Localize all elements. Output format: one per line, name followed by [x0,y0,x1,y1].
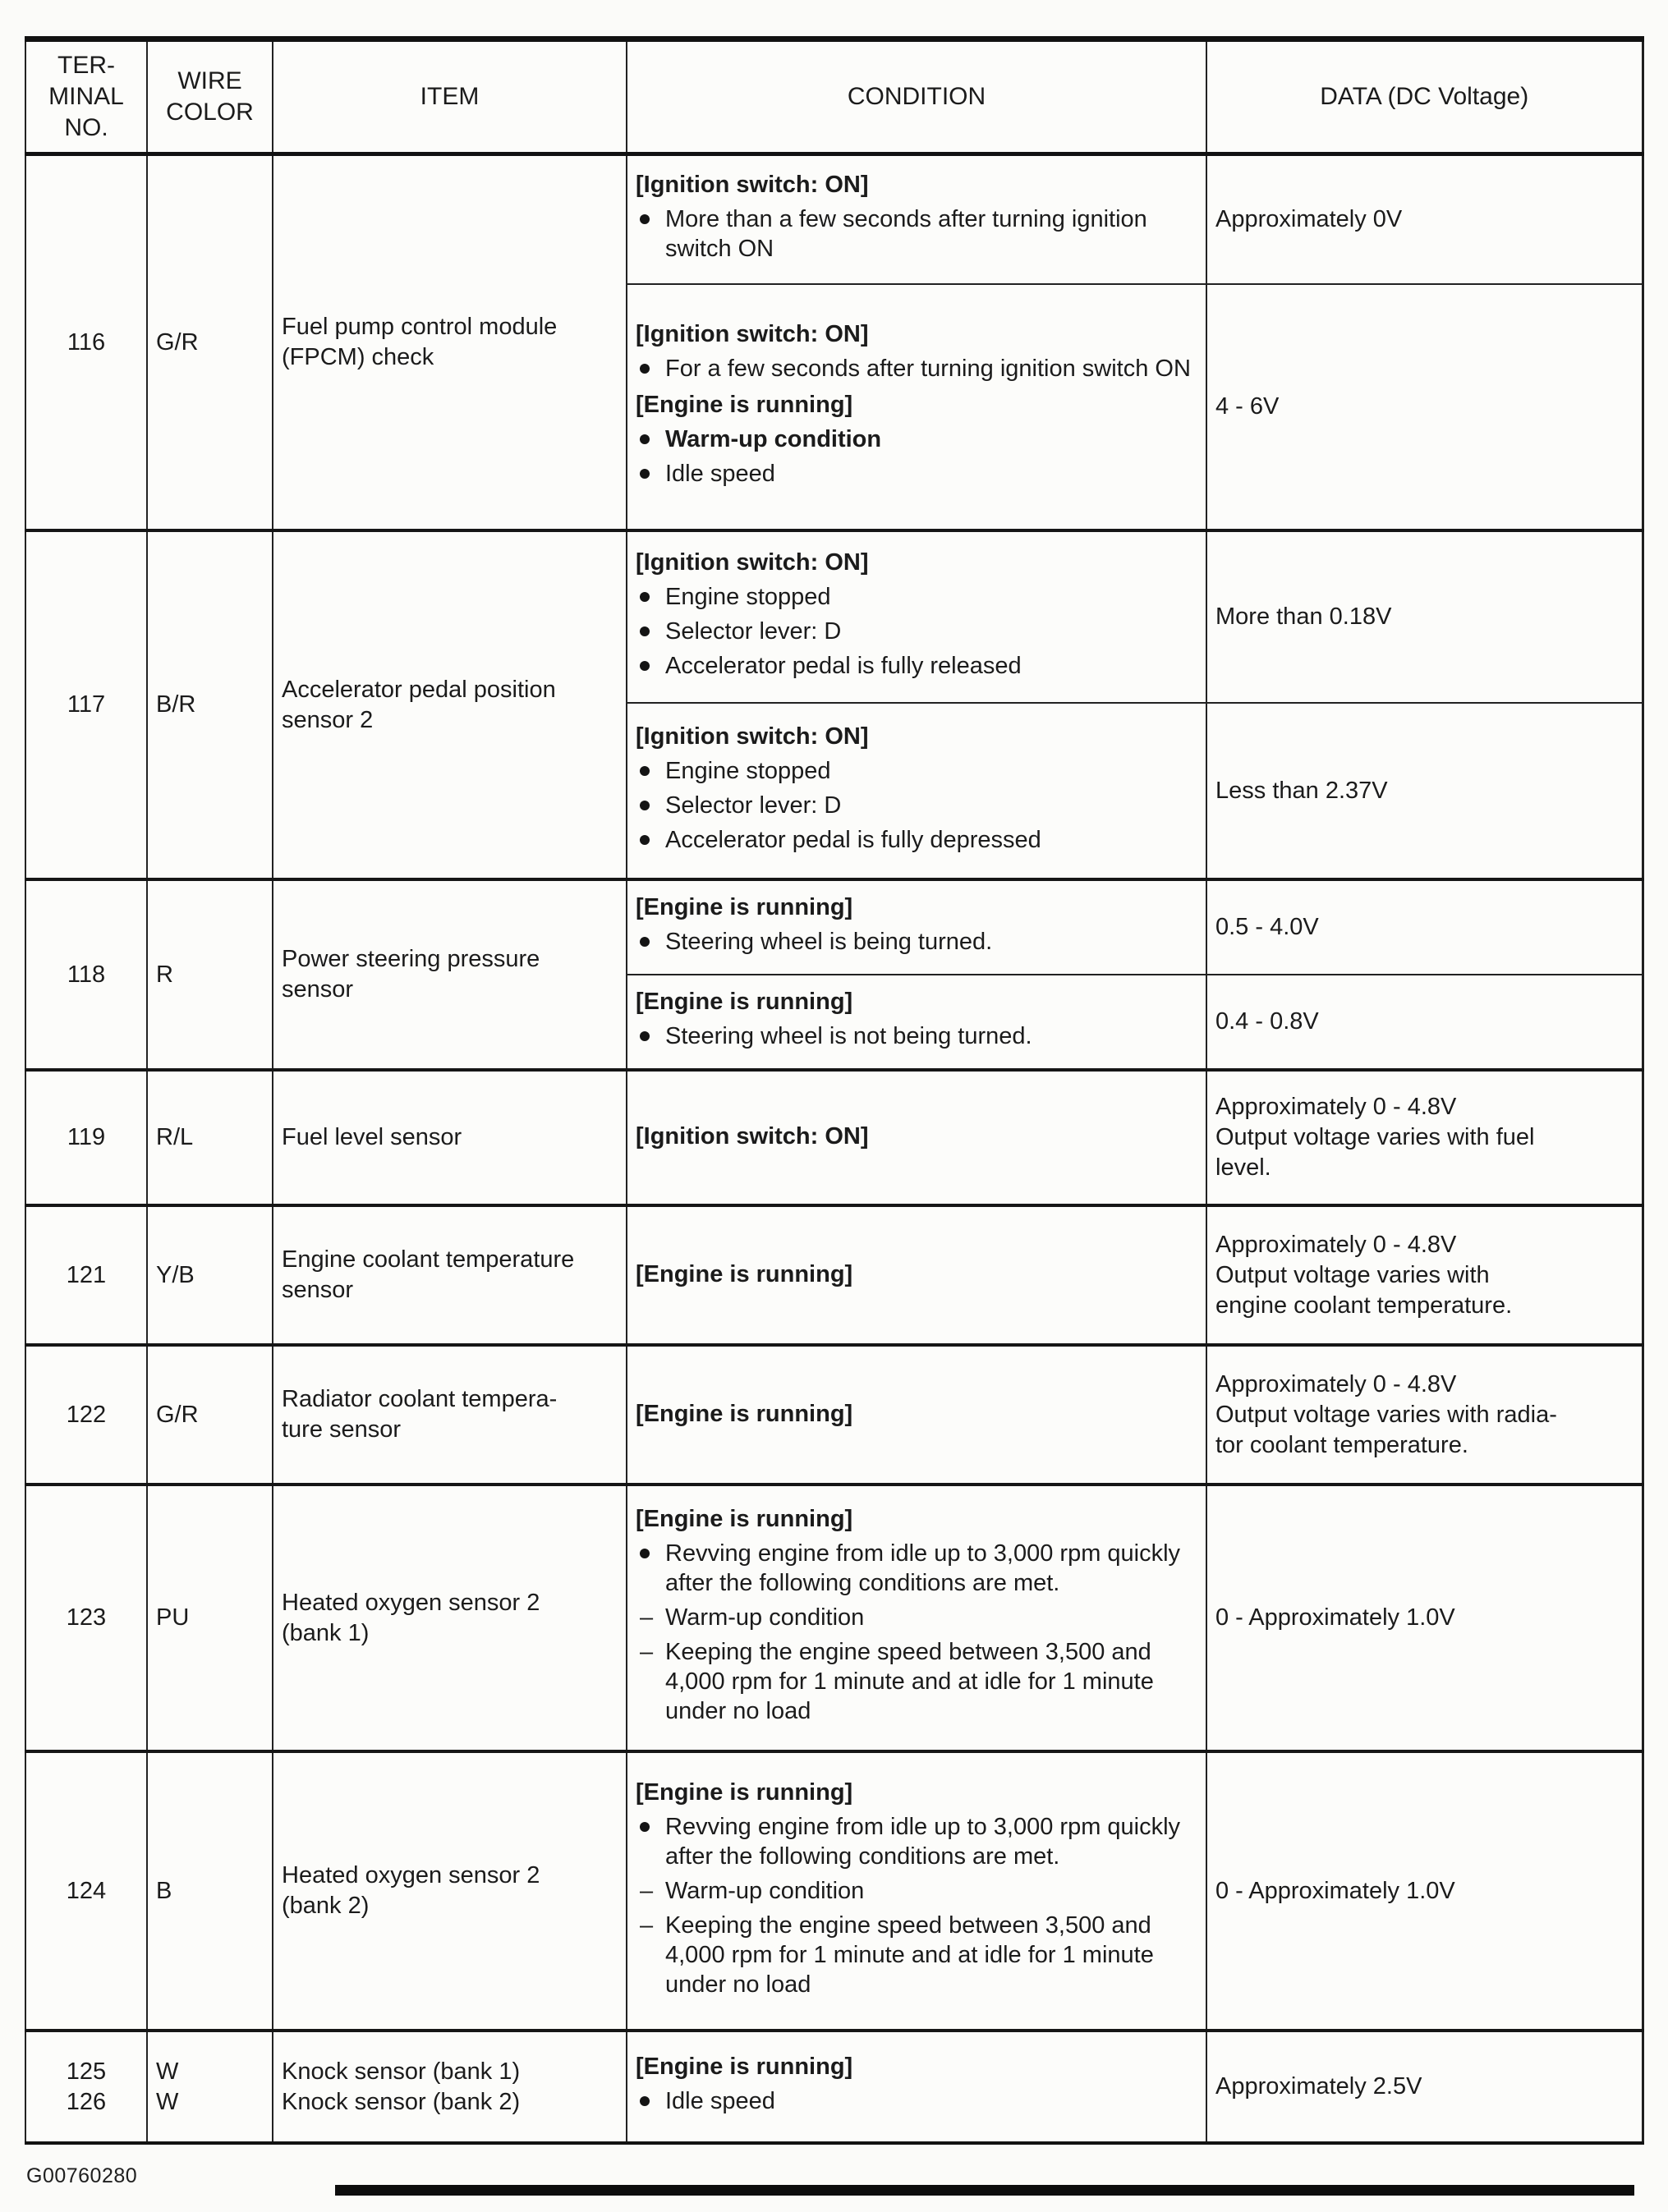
data-value-cell-line: Approximately 2.5V [1215,2073,1422,2100]
wire-color-cell-line: B/R [156,691,196,718]
data-value-cell-line: 0.4 - 0.8V [1215,1008,1319,1035]
bullet-marker [636,2086,665,2106]
item-cell-line: Power steering pressure [282,946,540,972]
table-row [25,530,1643,703]
data-value-cell-line: tor coolant temperature. [1215,1431,1468,1458]
item-cell-line: Heated oxygen sensor 2 [282,1589,540,1616]
data-value-cell [1206,975,1643,1070]
dash-marker: – [640,1877,654,1904]
condition-state-header: [Engine is running] [636,1778,853,1806]
header-data: DATA (DC Voltage) [1206,39,1643,154]
item-cell [273,154,627,530]
condition-text: Engine stopped [665,757,831,784]
wire-color-cell-line: B [156,1877,172,1904]
terminal-no-cell [25,1485,147,1751]
condition-cell [627,1070,1206,1205]
item-cell-line: (FPCM) check [282,344,434,371]
condition-bullet-item [636,756,1197,786]
figure-id: G00760280 [26,2164,138,2187]
terminal-no-cell-line: 121 [66,1261,107,1288]
data-value-cell-line: Approximately 0 - 4.8V [1215,1094,1457,1120]
data-value-cell [1206,879,1643,975]
condition-bullet-item [636,927,1197,957]
condition-text: Warm-up condition [665,1604,865,1631]
dash-marker: – [640,1911,654,1939]
bullet-marker [636,756,665,776]
condition-text: Steering wheel is being turned. [665,929,993,955]
data-value-cell [1206,2031,1643,2143]
data-value-cell-line: Less than 2.37V [1215,777,1388,804]
condition-dash-item [636,1876,1197,1906]
condition-text: Idle speed [665,461,775,487]
item-cell-line: Knock sensor (bank 2) [282,2088,521,2115]
data-value-cell-line: Approximately 0 - 4.8V [1215,1370,1457,1397]
data-value-cell-line: Output voltage varies with fuel [1215,1124,1535,1150]
condition-state-header: [Engine is running] [636,1506,853,1532]
item-cell-line: Fuel pump control module [282,314,558,341]
wire-color-cell [147,1751,273,2031]
condition-text: Selector lever: D [665,618,842,645]
bullet-marker [636,1539,665,1558]
bullet-marker [636,354,665,374]
item-cell [273,1345,627,1485]
bullet-dot-icon [640,1031,650,1041]
bullet-dot-icon [640,766,650,776]
wire-color-cell-line: G/R [156,328,199,356]
item-cell-line: sensor [282,976,354,1003]
condition-bullet-item [636,651,1197,681]
data-value-cell [1206,1070,1643,1205]
header-line: NO. [64,114,108,141]
bullet-dot-icon [640,2096,650,2106]
condition-state-header: [Engine is running] [636,1400,853,1427]
bullet-marker [636,1812,665,1832]
condition-state-header: [Ignition switch: ON] [636,321,869,347]
bullet-dot-icon [640,626,650,636]
data-value-cell-line: engine coolant temperature. [1215,1292,1513,1319]
condition-bullet-item [636,459,1197,489]
wire-color-cell-line: W [156,2058,179,2085]
table-row [25,1345,1643,1485]
condition-text: Steering wheel is not being turned. [665,1023,1032,1049]
data-value-cell-line: Approximately 0V [1215,206,1403,233]
header-line: WIRE [177,67,242,94]
data-value-cell [1206,1485,1643,1751]
wire-color-cell-line: R/L [156,1124,194,1150]
bullet-marker [636,582,665,602]
table-row [25,1751,1643,2031]
item-cell-line: Fuel level sensor [282,1124,462,1150]
condition-bullet-item [636,204,1197,264]
wire-color-cell [147,1485,273,1751]
condition-bullet-item [636,825,1197,855]
bullet-marker [636,425,665,444]
terminal-no-cell-line: 117 [67,691,106,718]
data-value-cell-line: Output voltage varies with radia- [1215,1401,1557,1428]
terminal-no-cell-line: 118 [67,961,106,988]
wire-color-cell [147,1345,273,1485]
condition-dash-item [636,1637,1197,1726]
condition-state-header: [Ignition switch: ON] [636,1123,869,1150]
condition-cell [627,284,1206,530]
condition-text: More than a few seconds after turning ignition switch ON [665,206,1147,263]
bullet-marker [636,204,665,224]
condition-dash-item [636,1911,1197,1999]
condition-cell [627,1205,1206,1345]
wire-color-cell [147,879,273,1070]
terminal-no-cell [25,2031,147,2143]
data-value-cell-line: 0 - Approximately 1.0V [1215,1877,1455,1904]
wire-color-cell-line: G/R [156,1401,199,1428]
condition-text: Warm-up condition [665,1877,865,1904]
condition-state-header: [Engine is running] [636,989,853,1015]
data-value-cell-line: level. [1215,1154,1271,1181]
condition-bullet-item [636,617,1197,646]
condition-state-header: [Engine is running] [636,1260,853,1287]
item-cell [273,1485,627,1751]
bullet-dot-icon [640,434,650,444]
item-cell-line: Heated oxygen sensor 2 [282,1862,540,1888]
terminal-voltage-table [25,36,1644,2145]
table-row [25,1070,1643,1205]
terminal-no-cell-line: 119 [67,1124,106,1150]
data-value-cell-line: 4 - 6V [1215,393,1280,420]
terminal-no-cell [25,879,147,1070]
bullet-marker [636,459,665,479]
item-cell [273,1205,627,1345]
data-value-cell-line: 0 - Approximately 1.0V [1215,1604,1455,1631]
bullet-dot-icon [640,937,650,947]
bullet-marker [636,791,665,810]
condition-cell [627,1345,1206,1485]
item-cell-line: ture sensor [282,1416,402,1443]
condition-text: Keeping the engine speed between 3,500 and 4,000 rpm for 1 minute and at idle for 1 minute under no load [665,1639,1154,1724]
bullet-dot-icon [640,1822,650,1832]
terminal-no-cell [25,1205,147,1345]
wire-color-cell [147,154,273,530]
dash-marker: – [640,1639,654,1665]
bullet-dot-icon [640,801,650,810]
table-row [25,879,1643,975]
header-terminal-no [25,39,147,154]
condition-bullet-item [636,2086,1197,2116]
data-value-cell [1206,1205,1643,1345]
condition-cell [627,154,1206,284]
header-condition: CONDITION [627,39,1206,154]
condition-text: Revving engine from idle up to 3,000 rpm quickly after the following conditions are met. [665,1813,1181,1870]
wire-color-cell-line: Y/B [156,1261,195,1288]
data-value-cell-line: Output voltage varies with [1215,1261,1490,1288]
condition-state-header: [Ignition switch: ON] [636,723,869,750]
item-cell-line: (bank 2) [282,1893,370,1919]
terminal-no-cell-line: 126 [66,2088,107,2115]
terminal-no-cell [25,154,147,530]
data-value-cell [1206,1751,1643,2031]
wire-color-cell [147,1070,273,1205]
data-value-cell [1206,284,1643,530]
item-cell-line: (bank 1) [282,1619,370,1646]
condition-cell [627,2031,1206,2143]
condition-cell [627,703,1206,879]
condition-state-header: [Engine is running] [636,2054,853,2080]
bullet-dot-icon [640,835,650,845]
bullet-dot-icon [640,592,650,602]
condition-text: Accelerator pedal is fully released [665,653,1022,679]
header-wire-color [147,39,273,154]
condition-cell [627,879,1206,975]
terminal-no-cell-line: 125 [66,2058,107,2085]
item-cell [273,879,627,1070]
item-cell-line: Radiator coolant tempera- [282,1386,558,1412]
condition-text: Engine stopped [665,584,831,610]
item-cell-line: sensor 2 [282,706,374,733]
wire-color-cell-line: R [156,961,173,988]
terminal-no-cell [25,1070,147,1205]
condition-bullet-item [636,354,1197,383]
wire-color-cell [147,530,273,879]
condition-state-header: [Engine is running] [636,392,853,418]
condition-cell [627,530,1206,703]
item-cell [273,1751,627,2031]
bullet-dot-icon [640,661,650,671]
item-cell-line: sensor [282,1277,354,1303]
item-cell [273,1070,627,1205]
table-row [25,2031,1643,2143]
condition-text: For a few seconds after turning ignition switch ON [665,356,1191,382]
header-line: COLOR [166,99,254,126]
item-cell-line: Knock sensor (bank 1) [282,2058,521,2085]
bullet-marker [636,825,665,845]
data-value-cell [1206,154,1643,284]
table-row [25,1485,1643,1751]
wire-color-cell-line: W [156,2088,179,2115]
terminal-no-cell-line: 124 [66,1877,107,1904]
condition-state-header: [Ignition switch: ON] [636,549,869,576]
data-value-cell-line: 0.5 - 4.0V [1215,914,1319,940]
condition-bullet-item [636,1021,1197,1051]
bullet-dot-icon [640,214,650,224]
item-cell-line: Accelerator pedal position [282,676,556,703]
table-row [25,154,1643,284]
data-value-cell [1206,530,1643,703]
condition-text: Idle speed [665,2088,775,2114]
bullet-marker [636,651,665,671]
condition-dash-item [636,1603,1197,1632]
table-body [25,154,1643,2143]
condition-bullet-item [636,1539,1197,1598]
condition-bullet-item [636,425,1197,454]
wire-color-cell [147,1205,273,1345]
header-row [25,39,1643,154]
item-cell [273,2031,627,2143]
bullet-dot-icon [640,364,650,374]
header-line: TER- [57,52,115,79]
dash-marker: – [640,1604,654,1631]
header-line: MINAL [48,83,124,110]
data-value-cell [1206,1345,1643,1485]
condition-cell [627,1751,1206,2031]
condition-state-header: [Engine is running] [636,894,853,920]
wire-color-cell [147,2031,273,2143]
terminal-no-cell [25,1751,147,2031]
bullet-dot-icon [640,1549,650,1558]
cropped-next-table-edge [335,2185,1634,2196]
condition-text: Accelerator pedal is fully depressed [665,826,1041,853]
condition-bullet-item [636,791,1197,820]
condition-text: Keeping the engine speed between 3,500 and 4,000 rpm for 1 minute and at idle for 1 minute under no load [665,1911,1154,1998]
terminal-no-cell-line: 116 [67,328,106,356]
terminal-no-cell [25,530,147,879]
wire-color-cell-line: PU [156,1604,190,1631]
condition-bullet-item [636,582,1197,612]
condition-text: Revving engine from idle up to 3,000 rpm quickly after the following conditions are met. [665,1540,1181,1596]
data-value-cell [1206,703,1643,879]
table-row [25,1205,1643,1345]
data-value-cell-line: Approximately 0 - 4.8V [1215,1231,1457,1258]
terminal-no-cell-line: 122 [66,1401,107,1428]
condition-text: Selector lever: D [665,792,842,819]
bullet-dot-icon [640,469,650,479]
condition-text: Warm-up condition [665,426,882,452]
terminal-no-cell-line: 123 [66,1604,107,1631]
condition-cell [627,975,1206,1070]
item-cell-line: Engine coolant temperature [282,1246,575,1273]
header-item: ITEM [273,39,627,154]
condition-state-header: [Ignition switch: ON] [636,172,869,199]
bullet-marker [636,617,665,636]
terminal-no-cell [25,1345,147,1485]
bullet-marker [636,927,665,947]
data-value-cell-line: More than 0.18V [1215,603,1392,630]
item-cell [273,530,627,879]
bullet-marker [636,1021,665,1041]
condition-bullet-item [636,1812,1197,1871]
condition-cell [627,1485,1206,1751]
